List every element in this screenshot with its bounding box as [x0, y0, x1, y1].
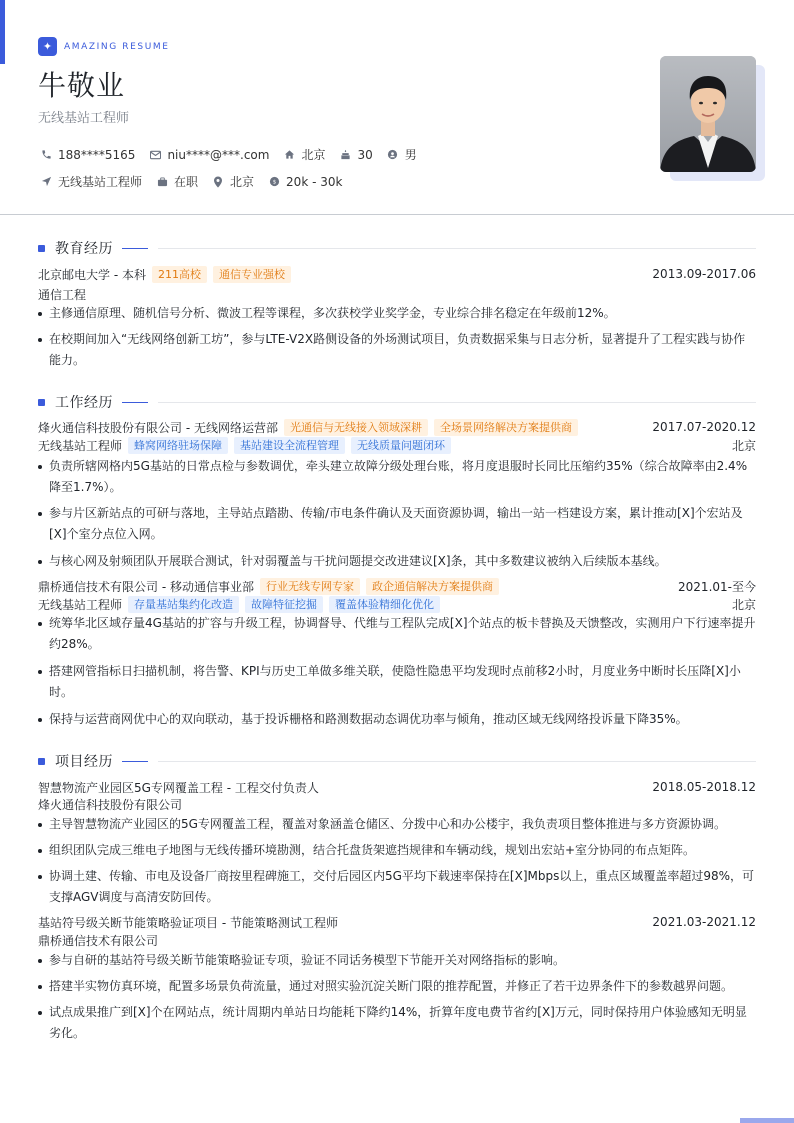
section-rule — [158, 761, 756, 762]
candidate-title: 无线基站工程师 — [38, 111, 130, 126]
phone-value: 188****5165 — [58, 147, 136, 162]
job-bullet: 搭建网管指标日扫描机制，将告警、KPI与历史工单做多维关联，使隐性隐患平均发现时点前移2小时，月度业务中断时长压降[X]小时。 — [38, 661, 756, 703]
hometown-value: 北京 — [301, 148, 326, 162]
section-education-header — [38, 238, 756, 258]
mail-icon — [147, 150, 163, 160]
role-tag: 存量基站集约化改造 — [128, 596, 239, 613]
send-icon — [38, 176, 54, 187]
gender-item — [385, 146, 417, 163]
email-item — [147, 148, 269, 162]
money-icon — [266, 176, 282, 187]
status-value: 在职 — [174, 175, 199, 189]
section-bullet-icon — [38, 758, 45, 765]
company-name: 烽火通信科技股份有限公司 - 无线网络运营部 — [38, 420, 278, 435]
school-tag: 通信专业强校 — [213, 266, 291, 283]
project-bullet: 主导智慧物流产业园区的5G专网覆盖工程，覆盖对象涵盖仓储区、分拨中心和办公楼宇，我负责项目整体推进与多方资源协调。 — [38, 814, 756, 835]
section-title: 工作经历 — [55, 395, 113, 411]
age-item — [337, 148, 372, 162]
education-major: 通信工程 — [38, 288, 87, 302]
section-accent-line — [122, 248, 148, 249]
job-bullet: 保持与运营商网优中心的双向联动，基于投诉栅格和路测数据动态调优功率与倾角，推动区域无线网络投诉量下降35%。 — [38, 709, 756, 730]
project-title-row — [38, 778, 756, 796]
section-work-header — [38, 392, 756, 412]
bottom-accent-bar — [740, 1118, 794, 1123]
briefcase-icon — [154, 177, 170, 187]
project-bullet: 试点成果推广到[X]个在网站点，统计周期内单站日均能耗下降约14%，折算年度电费节省约[X]万元，同时保持用户体验感知无明显劣化。 — [38, 1002, 756, 1044]
contact-row — [38, 146, 429, 163]
cake-icon — [337, 149, 353, 160]
job-company-row — [38, 418, 756, 436]
phone-icon — [38, 149, 54, 160]
left-accent-bar — [0, 0, 5, 64]
project-org: 烽火通信科技股份有限公司 — [38, 798, 183, 812]
phone-item — [38, 148, 135, 162]
job-bullet: 负责所辖网格内5G基站的日常点检与参数调优，牵头建立故障分级处理台账，将月度退服时长同比压缩约35%（综合故障率由2.4%降至1.7%）。 — [38, 456, 756, 498]
job-role-row — [38, 595, 756, 613]
job-role: 无线基站工程师 — [38, 597, 123, 612]
role-tag: 基站建设全流程管理 — [234, 437, 345, 454]
section-projects-header — [38, 751, 756, 771]
salary-value: 20k - 30k — [286, 174, 343, 189]
job-date: 2021.01-至今 — [678, 579, 756, 594]
company-tag: 光通信与无线接入领域深耕 — [284, 419, 428, 436]
job-intent-row — [38, 173, 354, 190]
section-title: 教育经历 — [55, 241, 113, 257]
hometown-item — [281, 146, 325, 163]
job-date: 2017.07-2020.12 — [652, 420, 756, 434]
education-date: 2013.09-2017.06 — [652, 267, 756, 281]
sparkle-icon: ✦ — [38, 37, 57, 56]
project-bullet: 参与自研的基站符号级关断节能策略验证专项，验证不同话务模型下节能开关对网络指标的影响。 — [38, 950, 756, 971]
home-icon — [281, 149, 297, 160]
school-name: 北京邮电大学 - 本科 — [38, 267, 146, 282]
age-value: 30 — [357, 147, 373, 162]
job-company-row — [38, 577, 756, 595]
project-name: 基站符号级关断节能策略验证项目 - 节能策略测试工程师 — [38, 915, 338, 930]
candidate-name: 牛敬业 — [38, 69, 126, 102]
target-role-value: 无线基站工程师 — [58, 175, 143, 189]
job-bullet: 参与片区新站点的可研与落地，主导站点踏勘、传输/市电条件确认及天面资源协调，输出一站一档建设方案，累计推动[X]个宏站及[X]个室分点位入网。 — [38, 503, 756, 545]
school-tag: 211高校 — [152, 266, 207, 283]
job-city: 北京 — [731, 597, 756, 612]
project-date: 2018.05-2018.12 — [652, 780, 756, 794]
company-tag: 行业无线专网专家 — [260, 578, 360, 595]
section-bullet-icon — [38, 399, 45, 406]
brand-text: AMAZING RESUME — [64, 41, 170, 52]
company-tag: 政企通信解决方案提供商 — [366, 578, 499, 595]
education-bullet: 在校期间加入“无线网络创新工坊”，参与LTE-V2X路侧设备的外场测试项目，负责数据采集与日志分析，显著提升了工程实践与协作能力。 — [38, 329, 756, 371]
role-tag: 故障特征挖掘 — [245, 596, 323, 613]
role-tag: 覆盖体验精细化优化 — [329, 596, 440, 613]
company-name: 鼎桥通信技术有限公司 - 移动通信事业部 — [38, 579, 254, 594]
status-item — [154, 173, 198, 190]
email-value: niu****@***.com — [167, 147, 270, 162]
job-city: 北京 — [731, 438, 756, 453]
section-accent-line — [122, 402, 148, 403]
job-bullet: 与核心网及射频团队开展联合测试，针对弱覆盖与干扰问题提交改进建议[X]条，其中多数建议被纳入后续版本基线。 — [38, 551, 756, 572]
section-bullet-icon — [38, 245, 45, 252]
role-tag: 无线质量问题闭环 — [351, 437, 451, 454]
role-tag: 蜂窝网络驻场保障 — [128, 437, 228, 454]
section-rule — [158, 248, 756, 249]
salary-item — [266, 175, 342, 189]
project-name: 智慧物流产业园区5G专网覆盖工程 - 工程交付负责人 — [38, 780, 319, 795]
gender-value: 男 — [404, 148, 417, 162]
location-pin-icon — [210, 176, 226, 188]
project-bullet: 搭建半实物仿真环境，配置多场景负荷流量，通过对照实验沉淀关断门限的推荐配置，并修正了若干边界条件下的参数越界问题。 — [38, 976, 756, 997]
section-title: 项目经历 — [55, 754, 113, 770]
section-rule — [158, 402, 756, 403]
city-item — [210, 173, 254, 190]
svg-text:$: $ — [272, 179, 276, 186]
project-title-row — [38, 913, 756, 931]
header-divider — [0, 214, 794, 215]
project-bullet: 协调土建、传输、市电及设备厂商按里程碑施工，交付后园区内5G平均下载速率保持在[X]Mbps以上，重点区域覆盖率超过98%，可支撑AGV调度与高清安防回传。 — [38, 866, 756, 908]
job-role: 无线基站工程师 — [38, 438, 123, 453]
profile-photo — [660, 56, 756, 172]
project-date: 2021.03-2021.12 — [652, 915, 756, 929]
section-accent-line — [122, 761, 148, 762]
gender-icon — [385, 149, 401, 160]
target-role-item — [38, 173, 142, 190]
city-value: 北京 — [230, 175, 255, 189]
education-school-row — [38, 265, 756, 283]
brand — [38, 37, 170, 56]
job-bullet: 统筹华北区域存量4G基站的扩容与升级工程，协调督导、代维与工程队完成[X]个站点的板卡替换及天馈整改，实测用户下行速率提升约28%。 — [38, 613, 756, 655]
project-bullet: 组织团队完成三维电子地图与无线传播环境勘测，结合托盘货架遮挡规律和车辆动线，规划出宏站+室分协同的布点矩阵。 — [38, 840, 756, 861]
job-role-row — [38, 436, 756, 454]
project-org: 鼎桥通信技术有限公司 — [38, 934, 159, 948]
education-bullet: 主修通信原理、随机信号分析、微波工程等课程，多次获校学业奖学金，专业综合排名稳定在年级前12%。 — [38, 303, 756, 324]
company-tag: 全场景网络解决方案提供商 — [434, 419, 578, 436]
